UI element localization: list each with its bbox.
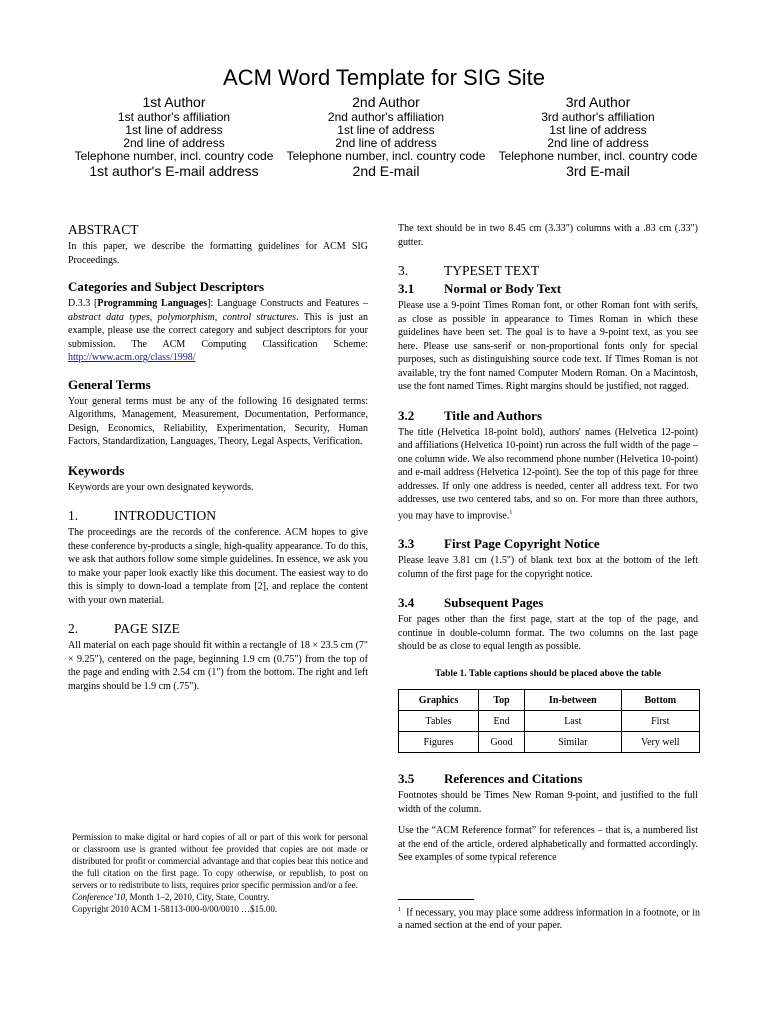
categories-text: D.3.3 [Programming Languages]: Language Constructs and Features – abstract data types, polymorphism, control structures. This is just an example, please use the correct category and subject descriptors for your submission. The ACM Computing Classification Scheme: http://www.acm.org/class/1998/ — [68, 298, 368, 363]
footnote-mark: 1 — [509, 509, 513, 516]
keywords-text: Keywords are your own designated keywords. — [68, 481, 254, 493]
copyright-line: Copyright 2010 ACM 1-58113-000-0/00/0010 …$15.00. — [72, 904, 278, 914]
table-header: Graphics — [399, 690, 479, 711]
permission-notice — [72, 831, 368, 915]
acm-class-link[interactable]: http://www.acm.org/class/1998/ — [68, 352, 196, 363]
table-cell: End — [479, 711, 525, 732]
author-1 — [68, 94, 280, 179]
copyright-heading: 3.3 First Page Copyright Notice — [398, 536, 600, 552]
general-terms-text: Your general terms must be any of the following 16 designated terms: Algorithms, Management, Measurement, Documentation, Performance, Design, Economics, Reliability, Experimentation, Security, Human Factors, Standardization, Languages, Theory, Legal Aspects, Verification. — [68, 395, 368, 447]
author-name: 2nd Author — [352, 94, 420, 110]
page-size-text: All material on each page should fit within a rectangle of 18 × 23.5 cm (7" × 9.25"), centered on the page, beginning 1.9 cm (0.75") from the top of the page and ending with 2.54 cm (1") from the bottom. The right and left margins should be 1.9 cm (.75"). — [68, 640, 368, 692]
typeset-heading: 3. TYPESET TEXT — [398, 263, 540, 278]
footnote-text: If necessary, you may place some address information in a footnote, or in a named section at the end of your paper. — [398, 907, 700, 932]
author-affiliation: 3rd author's affiliation — [541, 110, 655, 124]
references-text-2: Use the “ACM Reference format” for references – that is, a numbered list at the end of the article, ordered alphabetically and formatted accordingly. See examples of some typical reference — [398, 825, 698, 864]
table-header: In-between — [525, 690, 622, 711]
conference-line: Conference’10, Month 1–2, 2010, City, State, Country. — [72, 892, 270, 902]
normal-text-heading: 3.1 Normal or Body Text — [398, 281, 562, 296]
author-affiliation: 2nd author's affiliation — [327, 110, 445, 124]
author-address-1: 1st line of address — [125, 123, 223, 137]
author-address-2: 2nd line of address — [123, 136, 225, 150]
copyright-text: Please leave 3.81 cm (1.5") of blank text box at the bottom of the left column of the first page for the copyright notice. — [398, 555, 698, 580]
author-phone: Telephone number, incl. country code — [498, 149, 698, 163]
table-header: Top — [479, 690, 525, 711]
footnote — [398, 904, 700, 932]
author-email: 2nd E-mail — [352, 163, 420, 179]
subsequent-heading: 3.4 Subsequent Pages — [398, 595, 544, 611]
abstract-heading: ABSTRACT — [68, 222, 139, 237]
title-authors-heading: 3.2 Title and Authors — [398, 407, 543, 423]
author-address-2: 2nd line of address — [547, 136, 649, 150]
intro-heading: 1. INTRODUCTION — [68, 508, 216, 523]
table-cell: Good — [479, 732, 525, 753]
author-address-2: 2nd line of address — [335, 136, 437, 150]
author-name: 3rd Author — [565, 94, 631, 110]
columns-text: The text should be in two 8.45 cm (3.33") columns with a .83 cm (.33") gutter. — [398, 223, 698, 248]
author-address-1: 1st line of address — [549, 123, 647, 137]
author-2 — [280, 94, 492, 179]
table-cell: Similar — [525, 732, 622, 753]
title-authors-text: The title (Helvetica 18-point bold), authors' names (Helvetica 12-point) and affiliations (Helvetica 10-point) run across the full width of the page – one column wide. We also recommend phone number (Helvetica 10-point) and e-mail address (Helvetica 12-point). See the top of this page for three addresses. If only one address is needed, center all address text. For two addresses, use two centered tabs, and so on. For more than three authors, you may have to improvise.$^1$ — [398, 426, 698, 521]
table-cell: Tables — [399, 711, 479, 732]
intro-text: The proceedings are the records of the conference. ACM hopes to give these conference by-products a single, high-quality appearance. To do this, we ask that authors follow some simple guidelines. In essence, we ask you to make your paper look exactly like this document. The easiest way to do this is simply to down-load a template from [2], and replace the content with your own material. — [68, 527, 368, 606]
page-size-heading: 2. PAGE SIZE — [68, 621, 180, 636]
author-email: 3rd E-mail — [566, 163, 630, 179]
table-cell: Figures — [399, 732, 479, 753]
keywords-heading: Keywords — [68, 462, 125, 478]
table-header: Bottom — [621, 690, 699, 711]
paper-title: ACM Word Template for SIG Site — [223, 65, 545, 90]
general-terms-heading: General Terms — [68, 376, 151, 392]
author-phone: Telephone number, incl. country code — [74, 149, 274, 163]
table-header-row — [399, 690, 700, 711]
references-text-1: Footnotes should be Times New Roman 9-point, and justified to the full width of the column. — [398, 790, 698, 815]
author-3 — [492, 94, 704, 179]
author-address-1: 1st line of address — [337, 123, 435, 137]
author-name: 1st Author — [142, 94, 206, 110]
footnote-divider — [398, 899, 474, 900]
table-row — [399, 711, 700, 732]
table-cell: Very well — [621, 732, 699, 753]
right-column — [398, 222, 698, 865]
author-block — [68, 94, 704, 179]
author-email: 1st author's E-mail address — [89, 163, 259, 179]
table-caption: Table 1. Table captions should be placed above the table — [434, 668, 662, 679]
abstract-text: In this paper, we describe the formatting guidelines for ACM SIG Proceedings. — [68, 241, 368, 266]
references-heading: 3.5 References and Citations — [398, 771, 583, 787]
table-row — [399, 732, 700, 753]
subsequent-text: For pages other than the first page, start at the top of the page, and continue in double-column format. The two columns on the last page should be as close to equal length as possible. — [398, 614, 698, 653]
categories-heading: Categories and Subject Descriptors — [68, 279, 265, 294]
data-table — [398, 689, 700, 753]
normal-text-body: Please use a 9-point Times Roman font, or other Roman font with serifs, as close as possible in appearance to Times Roman in which these guidelines have been set. The goal is to have a 9-point text, as you see here. Please use sans-serif or non-proportional fonts only for special purposes, such as distinguishing source code text. If Times Roman is not available, try the font named Computer Modern Roman. On a Macintosh, use the font named Times. Right margins should be justified, not ragged. — [398, 300, 698, 392]
footnote-number: 1 — [398, 907, 401, 913]
author-affiliation: 1st author's affiliation — [117, 110, 231, 124]
left-column — [68, 222, 368, 693]
permission-text: Permission to make digital or hard copies of all or part of this work for personal or classroom use is granted without fee provided that copies are not made or distributed for profit or commercial advantage and that copies bear this notice and the full citation on the first page. To copy otherwise, or republish, to post on servers or to redistribute to lists, requires prior specific permission and/or a fee. — [72, 832, 368, 890]
author-phone: Telephone number, incl. country code — [286, 149, 486, 163]
table-cell: Last — [525, 711, 622, 732]
table-cell: First — [621, 711, 699, 732]
